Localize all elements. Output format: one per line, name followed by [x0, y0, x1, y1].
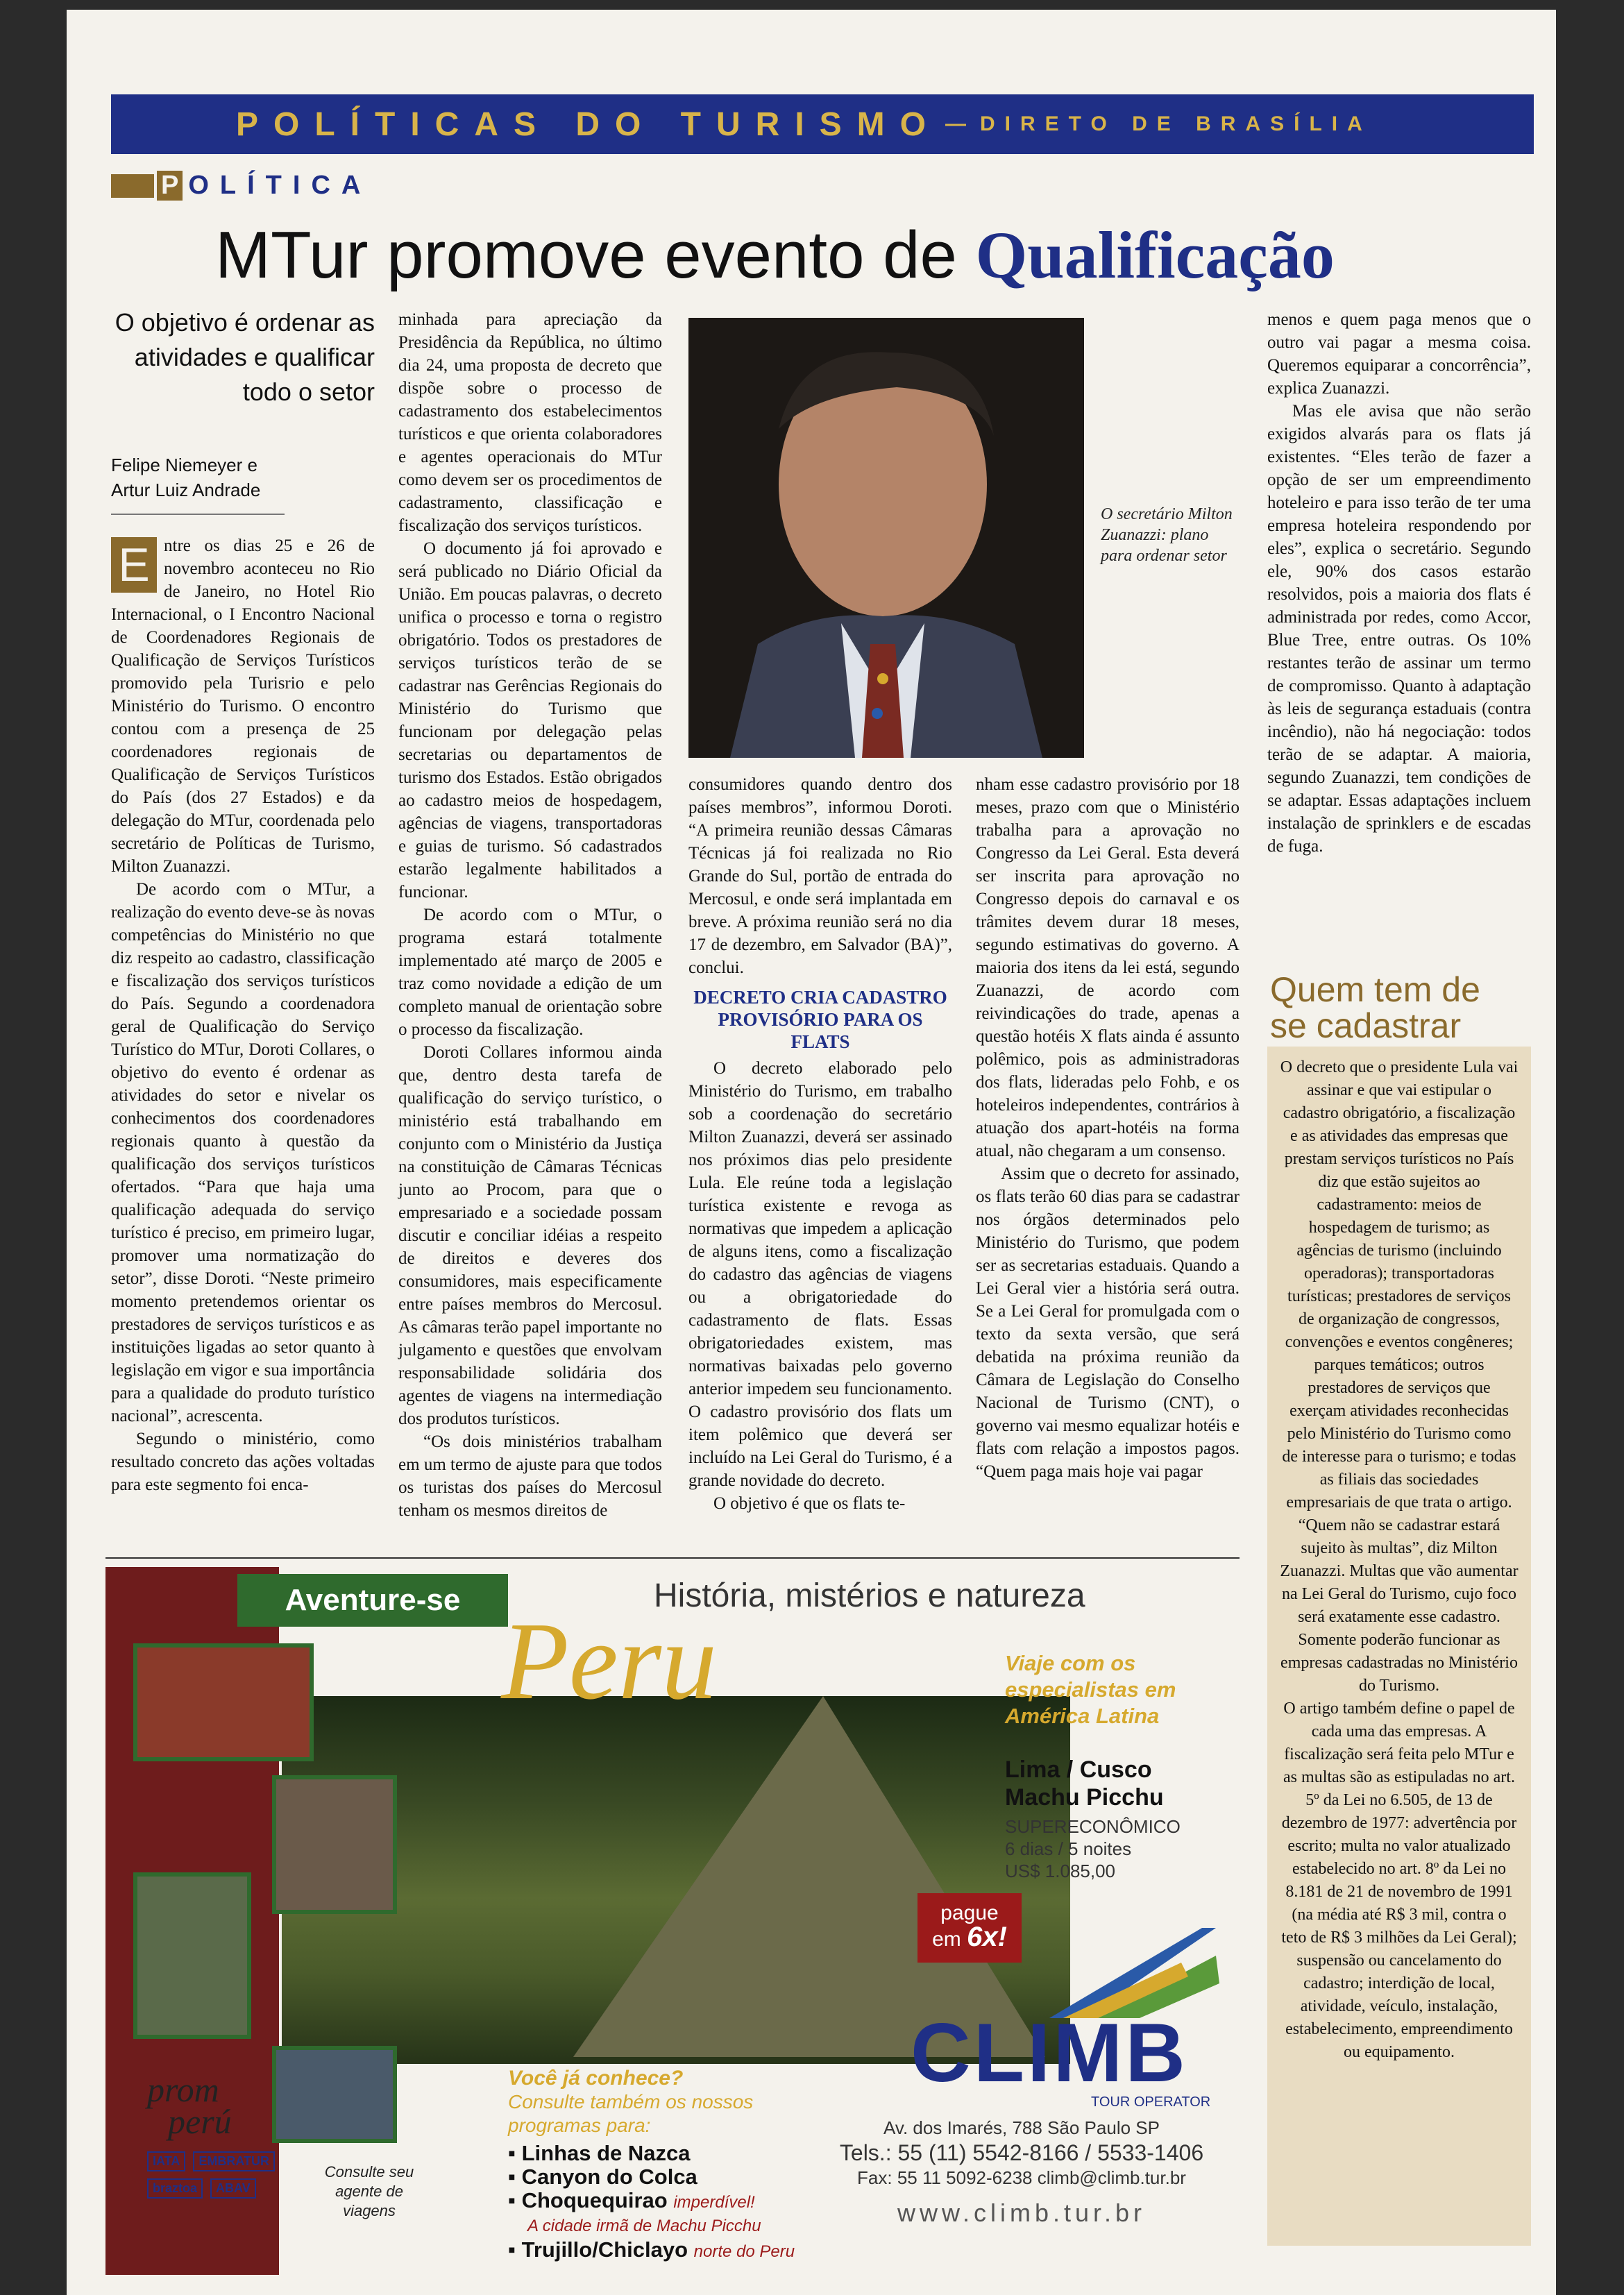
sidebar-title: Quem tem de se cadastrar [1270, 970, 1480, 1045]
braztoa-logo: braztoa [147, 2178, 203, 2199]
ad-divider [105, 1557, 1240, 1559]
embratur-logo: EMBRATUR [193, 2151, 275, 2171]
headline-text: MTur promove evento de [215, 218, 976, 292]
thumb-rafting-photo [272, 2046, 397, 2143]
article-paragraph: O documento já foi aprovado e será publicado no Diário Oficial da União. Em poucas palavras, o decreto unifica o processo e torna o registro obrigatório. Todos os prestadores de serviços turísticos terão de se cadastrar nas Gerências Regionais do Ministério do Turismo que funcionam por delegação pelas secretarias ou departamentos de turismo dos Estados. Estão obrigados ao cadastro meios de hospedagem, agências de viagens, transportadoras e guias de turismo. Só cadastrados estarão legalmente habilitados a funcionar. [398, 539, 662, 901]
list-item: ▪ Linhas de Nazca [508, 2141, 691, 2165]
subhead: O objetivo é ordenar as atividades e qualificar todo o setor [115, 308, 375, 406]
list-item-note: A cidade irmã de Machu Picchu [527, 2217, 761, 2235]
article-column-1 [111, 534, 375, 1496]
article-paragraph: Doroti Collares informou ainda que, dentro desta tarefa de qualificação do serviço turístico, o ministério está trabalhando em conjunto com o Ministério da Justiça na constituição de Câmaras Técnicas junto ao Procom, para que o empresariado e a sociedade possam discutir e conciliar idéias a respeito de direitos e deveres dos consumidores, mais especificamente entre países membros do Mercosul. As câmaras terão papel importante no julgamento e questões que envolvam responsabilidade solidária dos agentes de viagens na intermediação dos produtos turísticos. [398, 1043, 662, 1428]
ad-route: Lima / Cusco Machu Picchu [1005, 1756, 1164, 1811]
sidebar-paragraph: O decreto que o presidente Lula vai assinar e que vai estipular o cadastro obrigatório, a fiscalização e as atividades das empresas que prestam serviços turísticos no País diz que estão sujeitos ao cadastramento: meios de hospedagem de turismo; as agências de turismo (incluindo operadoras); transportadoras turísticas; prestadores de serviços de organização de congressos, convenções e eventos congêneres; parques temáticos; outros prestadores de serviços que exerçam atividades reconhecidas pelo Ministério do Turismo como de interesse para o turismo; e todas as filiais das sociedades empresariais de que trata o artigo. “Quem não se cadastrar estará sujeito às multas”, diz Milton Zuanazzi. Multas que vão aumentar na Lei Geral do Turismo, cujo foco será exatamente esse cadastro. [1280, 1058, 1519, 1626]
portrait-illustration [688, 318, 1084, 758]
ad-program-list [508, 2142, 869, 2264]
thumb-llama-photo [272, 1775, 397, 1914]
ad-consulte-programas: Consulte também os nossos programas para: [508, 2091, 754, 2136]
thumb-people-photo [133, 1643, 314, 1761]
article-column-3 [688, 773, 952, 1515]
article-paragraph: Assim que o decreto for assinado, os flats terão 60 dias para se cadastrar nos órgãos determinados pelo Ministério do Turismo, que podem ser as secretarias estaduais. Quando a Lei Geral vier a história será outra. Se a Lei Geral for promulgada com o texto da sexta versão, que será debatida na próxima reunião da Câmara de Legislação do Conselho Nacional de Turismo (CNT), o governo vai mesmo equalizar hotéis e flats com relação a impostos pagos. “Quem paga mais hoje vai pagar [976, 1165, 1240, 1481]
article-paragraph: O decreto elaborado pelo Ministério do Turismo, em trabalho sob a coordenação do secretário Milton Zuanazzi, deverá ser assinado nos próximos dias pelo presidente Lula. Ele reúne toda a legislação turística existente e revoga as normativas que impedem a aplicação de alguns itens, como a fiscalização do cadastro das agências de viagens ou a obrigatoriedade do cadastramento de flats. Essas obrigatoriedades existem, mas normativas baixadas pelo governo anterior impedem seu funcionamento. O cadastro provisório dos flats um item polêmico que deverá ser incluído na Lei Geral do Turismo, é a grande novidade do decreto. [688, 1059, 952, 1490]
article-column-4 [976, 773, 1240, 1483]
ad-viaje-text: Viaje com os especialistas em América Latina [1005, 1651, 1176, 1728]
banner-sub: DIRETO DE BRASÍLIA [980, 112, 1372, 135]
trip-price: US$ 1.085,00 [1005, 1861, 1116, 1881]
article-paragraph: menos e quem paga menos que o outro vai pagar a mesma coisa. Queremos equiparar a concorrência”, explica Zuanazzi. [1267, 310, 1531, 398]
sidebar-paragraph: Somente poderão funcionar as empresas cadastradas no Ministério do Turismo. [1280, 1631, 1518, 1695]
section-label [111, 171, 371, 201]
article-paragraph: minhada para apreciação da Presidência da República, no último dia 24, uma proposta de decreto que dispõe sobre o processo de cadastramento dos estabelecimentos turísticos e que orienta colaboradores e agentes operacionais do MTur como devem ser os procedimentos de cadastramento, classificação e fiscalização dos serviços turísticos. [398, 310, 662, 535]
ad-voce: Você já conhece? [508, 2067, 684, 2090]
mountain-shape [573, 1696, 1045, 2057]
article-paragraph: O objetivo é que os flats te- [713, 1494, 906, 1513]
article-paragraph: E ntre os dias 25 e 26 de novembro aconteceu no Rio de Janeiro, no Hotel Rio Internacional, o I Encontro Nacional de Coordenadores Regionais de Qualificação de Serviços Turísticos promovido pela Turisrio e pelo Ministério do Turismo. O encontro contou com a presença de 25 coordenadores regionais de Qualificação de Serviços Turísticos do País (dos 27 Estados) e da delegação do MTur, coordenada pelo secretário de Políticas de Turismo, Milton Zuanazzi. [111, 536, 375, 876]
banner-dash: — [945, 112, 976, 135]
list-item: ▪ Canyon do Colca [508, 2165, 697, 2189]
byline [111, 452, 319, 502]
article-paragraph: Mas ele avisa que não serão exigidos alvarás para os flats já existentes. “Eles terão de fazer a opção de ser um empreendimento hoteleiro e para isso terão de ter uma empresa hoteleira respondendo por eles”, explica o secretário. Segundo ele, 90% dos casos estarão resolvidos, pois a maioria dos flats é administrada por redes, como Accor, Blue Tree, entre outras. Os 10% restantes terão de assinar um termo de compromisso. Quanto à adaptação às leis de segurança estaduais (contra incêndio), não há negociação: todos terão de se adaptar. A maioria, segundo Zuanazzi, tem condições de se adaptar. Essas adaptações incluem instalação de sprinklers e de escadas de fuga. [1267, 402, 1531, 856]
dropcap: E [111, 537, 157, 593]
ad-price-block [1005, 1815, 1240, 1882]
article-column-5 [1267, 308, 1531, 858]
headline [215, 217, 1335, 294]
article-paragraph: “Os dois ministérios trabalham em um termo de ajuste para que todos os turistas dos países do Mercosul tenham os mesmos direitos de [398, 1432, 662, 1520]
list-item: ▪ Trujillo/Chiclayo norte do Peru [508, 2237, 795, 2262]
article-paragraph: nham esse cadastro provisório por 18 meses, prazo com que o Ministério trabalha para a aprovação no Congresso da Lei Geral. Esta deverá ser inscrita para aprovação no Congresso depois do carnaval e os trâmites devem durar 18 meses, segundo estimativas do governo. A maioria dos itens da lei está, segundo Zuanazzi, de acordo com reivindicações do trade, apenas a questão hotéis X flats ainda é assunto polêmico, pois as administradoras dos flats, lideradas pelo Fohb, e os hoteleiros independentes, contrários à atuação dos apart-hotéis na forma atual, não chegaram a um consenso. [976, 775, 1240, 1160]
trip-duration: 6 dias / 5 noites [1005, 1838, 1132, 1859]
section-bar [111, 174, 154, 198]
installments-badge: pague em 6x! [917, 1893, 1022, 1963]
abav-logo: ABAV [210, 2178, 256, 2199]
article-paragraph: Segundo o ministério, como resultado concreto das ações voltadas para este segmento foi enca- [111, 1430, 375, 1494]
ad-website: www.climb.tur.br [897, 2199, 1147, 2227]
ad-phone: Tels.: 55 (11) 5542-8166 / 5533-1406 [839, 2140, 1204, 2165]
sidebar-box [1267, 1047, 1531, 2246]
article-subtitle: DECRETO CRIA CADASTRO PROVISÓRIO PARA OS FLATS [693, 987, 947, 1052]
list-item: ▪ Choquequirao imperdível! [508, 2188, 755, 2212]
portrait-photo [688, 318, 1084, 758]
section-banner [111, 94, 1534, 154]
iata-logo: IATA [147, 2151, 185, 2171]
ad-consulte-agente: Consulte seu agente de viagens [324, 2163, 414, 2219]
ad-tag: Aventure-se [237, 1574, 508, 1627]
fare-class: SUPERECONÔMICO [1005, 1816, 1181, 1837]
byline-rule [111, 514, 285, 515]
sidebar-paragraph: O artigo também define o papel de cada uma das empresas. A fiscalização será feita pelo MTur e as multas são as estipuladas no art. 5º da Lei no 6.505, de 13 de dezembro de 1977: advertência por escrito; multa no valor atualizado estabelecido no art. 8º da Lei no 8.181 de 21 de novembro de 1991 (na média até R$ 3 mil, contra o teto de R$ 3 milhões da Lei Geral); suspensão ou cancelamento do cadastro; interdição de local, atividade, veículo, instalação, estabelecimento, empreendimento ou equipamento. [1281, 1700, 1517, 2061]
partner-logos [147, 2151, 314, 2205]
thumb-valley-photo [133, 1872, 251, 2039]
climb-brand: CLIMB [911, 2006, 1188, 2099]
promperu-logo: prom perú [147, 2070, 232, 2141]
ad-contact [813, 2115, 1230, 2190]
byline-line: Felipe Niemeyer e [111, 455, 257, 475]
article-paragraph: consumidores quando dentro dos países membros”, informou Doroti. “A primeira reunião dessas Câmaras Técnicas já foi realizada no Rio Grande do Sul, portão de entrada do Mercosul, e onde será implantada em breve. A próxima reunião será no dia 17 de dezembro, em Salvador (BA)”, conclui. [688, 775, 952, 977]
banner-main: POLÍTICAS DO TURISMO [236, 105, 941, 143]
photo-caption: O secretário Milton Zuanazzi: plano para ordenar setor [1101, 505, 1233, 565]
headline-highlight: Qualificação [975, 218, 1335, 292]
ad-destination: Peru [501, 1599, 718, 1722]
section-first-letter: P [157, 171, 183, 201]
ad-address: Av. dos Imarés, 788 São Paulo SP [883, 2117, 1160, 2138]
section-rest: OLÍTICA [188, 171, 372, 200]
ad-tagline: História, mistérios e natureza [654, 1577, 1085, 1614]
article-paragraph: De acordo com o MTur, a realização do evento deve-se às novas competências do Ministério no que diz respeito ao cadastro, classificação e fiscalização dos serviços turísticos do País. Segundo a coordenadora geral de Qualificação do Serviço Turístico do MTur, Doroti Collares, o objetivo do evento é ordenar as atividades do setor e nivelar os conhecimentos dos coordenadores regionais quanto à questão da qualificação dos serviços turísticos ofertados. “Para que haja uma qualificação adequada do serviço turístico é preciso, em primeiro lugar, promover uma normatização do setor”, disse Doroti. “Neste primeiro momento pretendemos orientar os prestadores de serviços turísticos e as instituições ligadas ao setor quanto à legislação em vigor e sua importância para a qualidade do produto turístico nacional”, acrescenta. [111, 880, 375, 1425]
byline-line: Artur Luiz Andrade [111, 480, 261, 500]
ad-fax-email: Fax: 55 11 5092-6238 climb@climb.tur.br [857, 2167, 1186, 2188]
climb-peru-advertisement [105, 1567, 1240, 2275]
article-column-2 [398, 308, 662, 1522]
article-paragraph: De acordo com o MTur, o programa estará totalmente implementado até março de 2005 e traz como novidade a edição de um completo manual de orientação sobre o processo da fiscalização. [398, 906, 662, 1039]
climb-logo-icon [1042, 1914, 1223, 2018]
climb-tour-operator: TOUR OPERATOR [1091, 2094, 1211, 2110]
